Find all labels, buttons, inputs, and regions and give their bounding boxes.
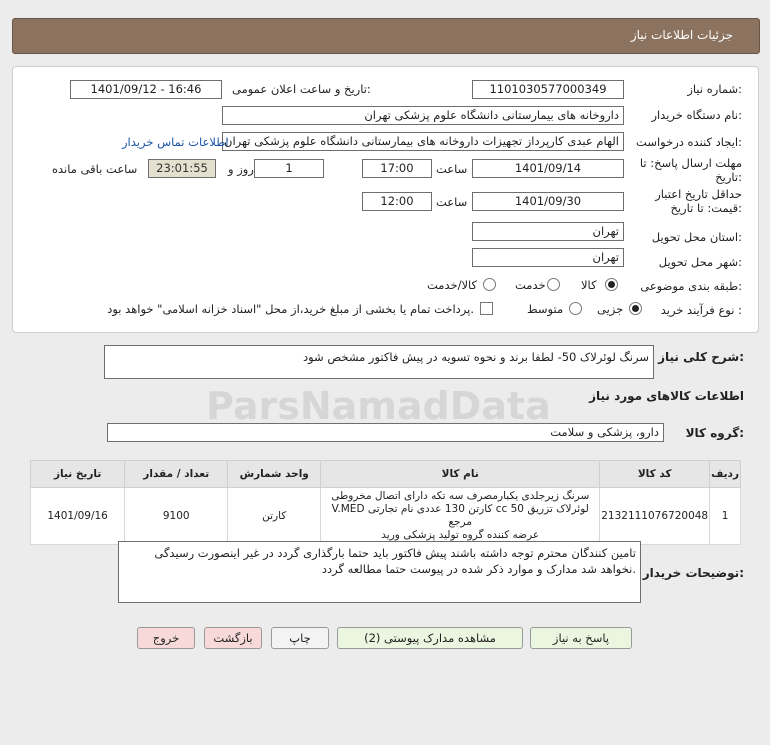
buyer-notes-label: توضیحات خریدار: [642, 566, 744, 580]
summary-text: سرنگ لوئرلاک 50- لطفا برند و نحوه تسویه در پیش فاکتور مشخص شود [302, 350, 649, 364]
col-index: ردیف [710, 461, 741, 488]
category-label: طبقه بندی موضوعی: [640, 279, 742, 293]
process-minor-radio[interactable] [629, 302, 642, 315]
province-field: تهران [472, 222, 624, 241]
need-number-field: 1101030577000349 [472, 80, 624, 99]
remaining-time-field: 23:01:55 [148, 159, 216, 178]
validity-date-field: 1401/09/30 [472, 192, 624, 211]
table-header-row [31, 461, 741, 488]
row-qty: 9100 [125, 488, 228, 545]
category-service-radio[interactable] [547, 278, 560, 291]
process-medium-radio[interactable] [569, 302, 582, 315]
col-date: تاریخ نیاز [31, 461, 125, 488]
days-label: روز و [228, 162, 254, 176]
validity-date-label: قیمت: تا تاریخ: [670, 201, 742, 215]
process-medium-label: متوسط [527, 302, 564, 316]
buyer-notes-line: نخواهد شد مدارک و موارد ذکر شده در پیوست حتما مطالعه گردد. [321, 562, 636, 576]
deadline-date-field: 1401/09/14 [472, 159, 624, 178]
col-name: نام کالا [321, 461, 600, 488]
buyer-notes-box [118, 541, 641, 603]
validity-time-label: ساعت [436, 195, 468, 209]
row-name-line: سرنگ زیرجلدی یکبارمصرف سه تکه دارای اتصال مخروطی [331, 490, 590, 502]
row-name [321, 488, 600, 545]
buyer-contact-link[interactable]: اطلاعات تماس خریدار [122, 135, 229, 149]
buyer-notes-line: تامین کنندگان محترم توجه داشته باشند پیش فاکتور باید حتما بارگذاری گردد در غیر اینصورت رسیدگی [154, 546, 636, 560]
watermark-text: ParsNamadData [206, 384, 551, 428]
announce-field: 1401/09/12 - 16:46 [70, 80, 222, 99]
deadline-label: مهلت ارسال پاسخ: تا [639, 156, 742, 170]
category-service-label: خدمت [515, 278, 546, 292]
page-header [12, 18, 760, 54]
remaining-days-field: 1 [254, 159, 324, 178]
row-name-line: عرضه کننده گروه تولید پزشکی ورید [381, 529, 540, 541]
creator-label: ایجاد کننده درخواست: [636, 135, 742, 149]
payment-treasury-checkbox[interactable] [480, 302, 493, 315]
table-row [31, 488, 741, 545]
payment-treasury-note: پرداخت تمام یا بخشی از مبلغ خرید،از محل "اسناد خزانه اسلامی" خواهد بود. [107, 302, 474, 316]
row-unit: کارتن [228, 488, 321, 545]
buyer-org-field: داروخانه های بیمارستانی دانشگاه علوم پزشکی تهران [222, 106, 624, 125]
deadline-date-label: تاریخ: [715, 170, 742, 184]
print-button[interactable]: چاپ [271, 627, 329, 649]
process-label: نوع فرآیند خرید : [660, 303, 742, 317]
goods-table [30, 460, 741, 545]
goods-group-label: گروه کالا: [685, 426, 744, 440]
reply-button[interactable]: پاسخ به نیاز [530, 627, 632, 649]
view-attachments-button[interactable]: مشاهده مدارک پیوستی (2) [337, 627, 523, 649]
summary-box [104, 345, 654, 379]
process-minor-label: جزیی [597, 302, 624, 316]
row-index: 1 [710, 488, 741, 545]
col-code: کد کالا [600, 461, 710, 488]
city-field: تهران [472, 248, 624, 267]
announce-label: تاریخ و ساعت اعلان عمومی: [232, 82, 371, 96]
remaining-label: ساعت باقی مانده [52, 162, 138, 176]
category-goods-service-label: کالا/خدمت [427, 278, 478, 292]
creator-field: الهام عبدی کارپرداز تجهیزات داروخانه های بیمارستانی دانشگاه علوم پزشکی تهران [222, 132, 624, 151]
deadline-time-field: 17:00 [362, 159, 432, 178]
back-button[interactable]: بازگشت [204, 627, 262, 649]
page-title: جزئیات اطلاعات نیاز [630, 28, 733, 42]
goods-section-title: اطلاعات کالاهای مورد نیاز [589, 389, 744, 403]
row-date: 1401/09/16 [31, 488, 125, 545]
exit-button[interactable]: خروج [137, 627, 195, 649]
row-code: 2132111076720048 [600, 488, 710, 545]
deadline-time-label: ساعت [436, 162, 468, 176]
city-label: شهر محل تحویل: [658, 255, 742, 269]
row-name-line: لوئرلاک تزریق cc 50 کارتن 130 عددی نام تجارتی V.MED مرجع [331, 503, 589, 528]
category-goods-label: کالا [581, 278, 597, 292]
col-qty: تعداد / مقدار [125, 461, 228, 488]
col-unit: واحد شمارش [228, 461, 321, 488]
category-goods-radio[interactable] [605, 278, 618, 291]
summary-label: شرح کلی نیاز: [658, 350, 744, 364]
validity-label: حداقل تاریخ اعتبار [655, 187, 742, 201]
validity-time-field: 12:00 [362, 192, 432, 211]
goods-group-field: دارو، پزشکی و سلامت [107, 423, 664, 442]
buyer-org-label: نام دستگاه خریدار: [651, 108, 742, 122]
need-number-label: شماره نیاز: [687, 82, 742, 96]
category-goods-service-radio[interactable] [483, 278, 496, 291]
province-label: استان محل تحویل: [651, 230, 742, 244]
